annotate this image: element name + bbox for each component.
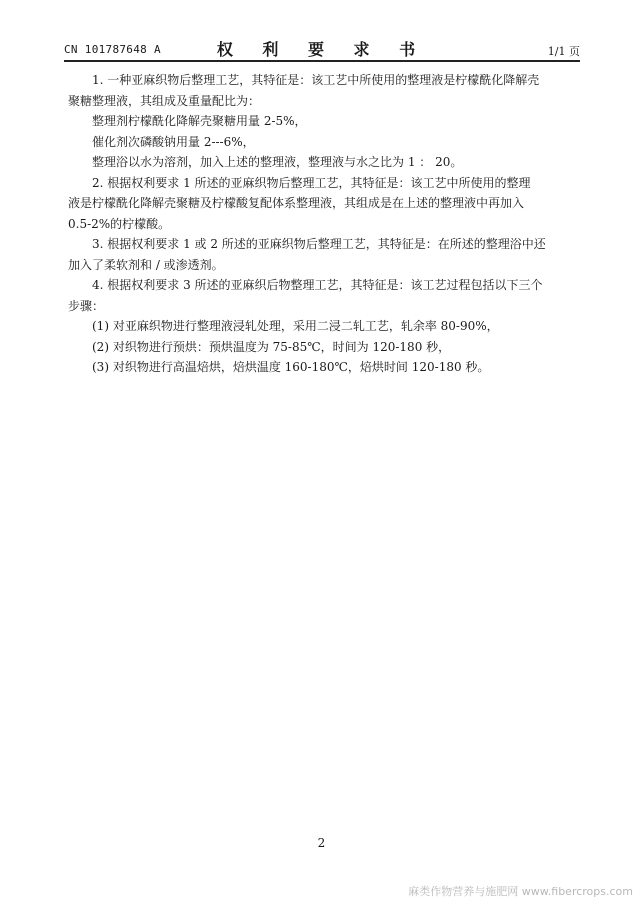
site-watermark: 麻类作物营养与施肥网 www.fibercrops.com (408, 885, 633, 898)
claim-4-line: 4. 根据权利要求 3 所述的亚麻织后物整理工艺，其特征是：该工艺过程包括以下三个 (92, 278, 543, 292)
claims-body (68, 70, 580, 378)
document-title: 权 利 要 求 书 (216, 40, 428, 59)
patent-number: CN 101787648 A (64, 43, 161, 56)
claim-1-line: 催化剂次磷酸钠用量 2---6%， (92, 134, 255, 149)
claim-3-line: 加入了柔软剂和 / 或渗透剂。 (68, 257, 224, 272)
page-indicator: 1/1 页 (547, 45, 580, 58)
claim-2-line: 2. 根据权利要求 1 所述的亚麻织物后整理工艺，其特征是：该工艺中所使用的整理 (92, 175, 531, 190)
claim-4-step: (1) 对亚麻织物进行整理液浸轧处理，采用二浸二轧工艺，轧余率 80-90%， (92, 319, 499, 333)
header-rule (64, 60, 580, 62)
claim-1-line: 1. 一种亚麻织物后整理工艺，其特征是：该工艺中所使用的整理液是柠檬酰化降解壳 (92, 73, 540, 87)
claim-1-line: 整理浴以水为溶剂，加入上述的整理液，整理液与水之比为 1 ： 20。 (92, 155, 463, 169)
claim-2-line: 液是柠檬酰化降解壳聚糖及柠檬酸复配体系整理液，其组成是在上述的整理液中再加入 (68, 196, 525, 210)
document-header (64, 34, 580, 60)
claim-4-step: (2) 对织物进行预烘：预烘温度为 75-85℃，时间为 120-180 秒， (92, 339, 451, 354)
claim-1-line: 整理剂柠檬酰化降解壳聚糖用量 2-5%， (92, 114, 307, 128)
page-number: 2 (317, 836, 326, 850)
claim-2-line: 0.5-2%的柠檬酸。 (68, 216, 171, 231)
claim-4-line: 步骤： (68, 298, 105, 313)
claim-3-line: 3. 根据权利要求 1 或 2 所述的亚麻织物后整理工艺，其特征是：在所述的整理浴中还 (92, 237, 546, 251)
claim-1-line: 聚糖整理液，其组成及重量配比为： (68, 93, 261, 108)
claim-4-step: (3) 对织物进行高温焙烘，焙烘温度 160-180℃，焙烘时间 120-180 秒。 (92, 360, 490, 374)
